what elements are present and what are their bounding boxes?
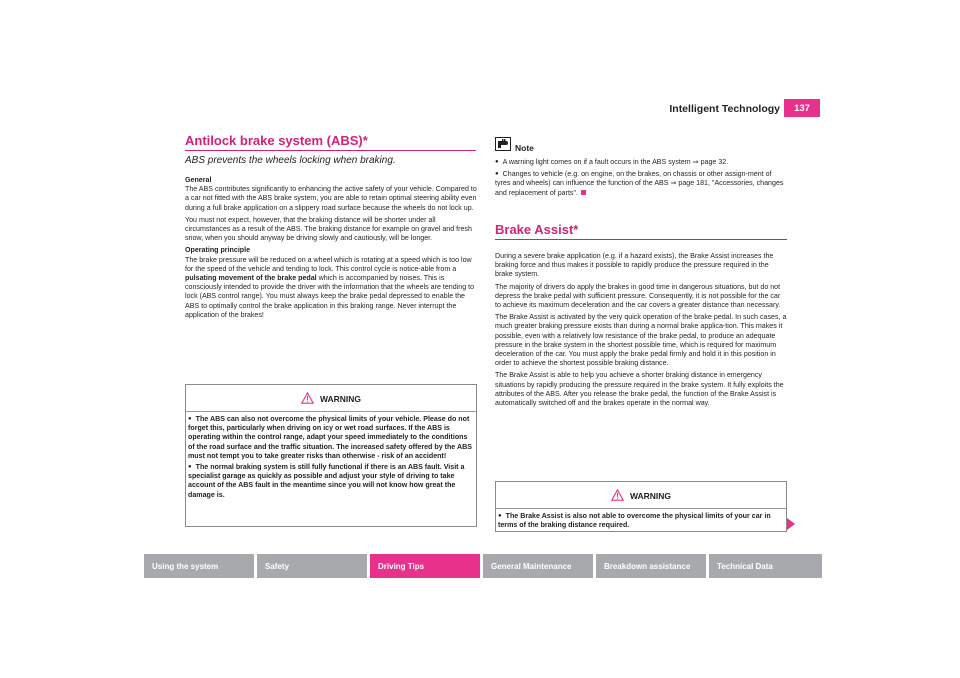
end-square-icon — [581, 190, 586, 195]
abs-paragraph-1: The ABS contributes significantly to enhancing the active safety of your vehicle. Compared to a car not fitted with the ABS brake system, you are able to retain optimal steering ability even during a full brake application on a slippery road surface because the wheels do not lock up. — [185, 185, 477, 212]
warning-item: ● The ABS can also not overcome the physical limits of your vehicle. Please do not forget this, particularly when driving on icy or wet road surfaces. If the ABS is operating within the control range, adapt your speed immediately to the conditions of the road surface and the traffic situation. The increased safety offered by the ABS must not tempt you to take greater risks than otherwise - risk of an accident! — [188, 415, 472, 460]
brake-assist-title: Brake Assist* — [495, 222, 579, 237]
footer-nav — [0, 554, 960, 578]
brake-assist-paragraph-1: During a severe brake application (e.g. if a hazard exists), the Brake Assist increases the braking force and thus makes it possible to rapidly produce the pressure required in the brake system. — [495, 252, 774, 279]
note-icon — [495, 137, 511, 153]
page-number: 137 — [784, 99, 820, 117]
abs-warning-box — [185, 384, 477, 527]
abs-paragraph-3: The brake pressure will be reduced on a wheel which is rotating at a speed which is too low for the speed of the vehicle and tending to lock. This control cycle is notice-able from a pulsating movement of the brake pedal which is accompanied by noises. This is consciously intended to provide the driver with the information that the wheels are tending to lock (ABS control range). You must always keep the brake pedal depressed to enable the ABS to optimally control the brake application in this braking range. Never interrupt the application of the brakes! — [185, 255, 475, 319]
note-title: Note — [515, 143, 534, 153]
general-heading: General — [185, 176, 212, 184]
abs-body — [185, 176, 477, 323]
warning-title: WARNING — [629, 491, 672, 501]
warning-header — [186, 385, 476, 407]
brake-assist-paragraph-3: The Brake Assist is activated by the very quick operation of the brake pedal. In such cases, a much greater braking pressure exists than during a normal brake applica-tion. This makes it possible, even with a relatively low resistance of the brake pedal, to produce an adequate pressure in the brake system in the shortest possible time, which is required for maximum deceleration of the car. You must apply the brake pedal firmly and hold it in this position in order to achieve the shortest possible braking distance. — [495, 313, 787, 368]
warning-body — [496, 512, 786, 530]
tab-safety[interactable]: Safety — [257, 554, 367, 578]
warning-triangle-icon — [301, 392, 314, 406]
tab-driving-tips[interactable]: Driving Tips — [370, 554, 480, 578]
warning-item: ● The Brake Assist is also not able to overcome the physical limits of your car in terms of the braking distance required. — [498, 512, 771, 530]
brake-assist-warning-box — [495, 481, 787, 532]
warning-body — [186, 415, 476, 500]
running-header-title: Intelligent Technology — [669, 103, 780, 115]
note-item: ● A warning light comes on if a fault occurs in the ABS system ⇒ page 32. — [495, 158, 729, 166]
warning-divider — [496, 508, 786, 509]
brake-assist-paragraph-2: The majority of drivers do apply the brakes in good time in dangerous situations, but do not depress the brake pedal with sufficient pressure. Consequently, it is not possible for the car to achieve its maximum deceleration and the car covers a greater distance than necessary. — [495, 282, 781, 310]
note-item: ● Changes to vehicle (e.g. on engine, on the brakes, on chassis or other assign-ment of tyres and wheels) can influence the function of the ABS ⇒ page 181, "Accessories, changes and replacement of parts". — [495, 170, 784, 197]
brake-assist-paragraph-4: The Brake Assist is able to help you achieve a shorter braking distance in emergency situations by rapidly producing the pressure required in the brake system. It fully exploits the attributes of the ABS. After you release the brake pedal, the function of the Brake Assist is automatically switched off and the brakes operate in the normal way. — [495, 371, 784, 408]
note-header — [495, 137, 534, 153]
abs-subtitle: ABS prevents the wheels locking when braking. — [185, 155, 396, 166]
abs-title: Antilock brake system (ABS)* — [185, 133, 368, 148]
warning-title: WARNING — [319, 394, 362, 404]
tab-breakdown-assistance[interactable]: Breakdown assistance — [596, 554, 706, 578]
brake-assist-body — [495, 252, 787, 411]
pulsating-pedal-emphasis: pulsating movement of the brake pedal — [185, 274, 317, 283]
abs-title-rule — [185, 150, 476, 151]
brake-assist-title-rule — [495, 239, 787, 240]
tab-technical-data[interactable]: Technical Data — [709, 554, 822, 578]
note-body — [495, 158, 787, 201]
abs-paragraph-2: You must not expect, however, that the braking distance will be shorter under all circumstances as a result of the ABS. The braking distance for example on gravel and fresh snow, when you should anyway be driving slowly and cautiously, will be longer. — [185, 215, 472, 243]
warning-item: ● The normal braking system is still fully functional if there is an ABS fault. Visit a specialist garage as quickly as possible and adjust your style of driving to take account of the ABS fault in the meantime since you will not know how great the damage is. — [188, 463, 465, 499]
operating-principle-heading: Operating principle — [185, 246, 251, 255]
tab-using-the-system[interactable]: Using the system — [144, 554, 254, 578]
warning-header — [496, 482, 786, 504]
warning-divider — [186, 411, 476, 412]
warning-triangle-icon — [611, 489, 624, 503]
tab-general-maintenance[interactable]: General Maintenance — [483, 554, 593, 578]
next-page-arrow-icon[interactable] — [787, 517, 795, 535]
